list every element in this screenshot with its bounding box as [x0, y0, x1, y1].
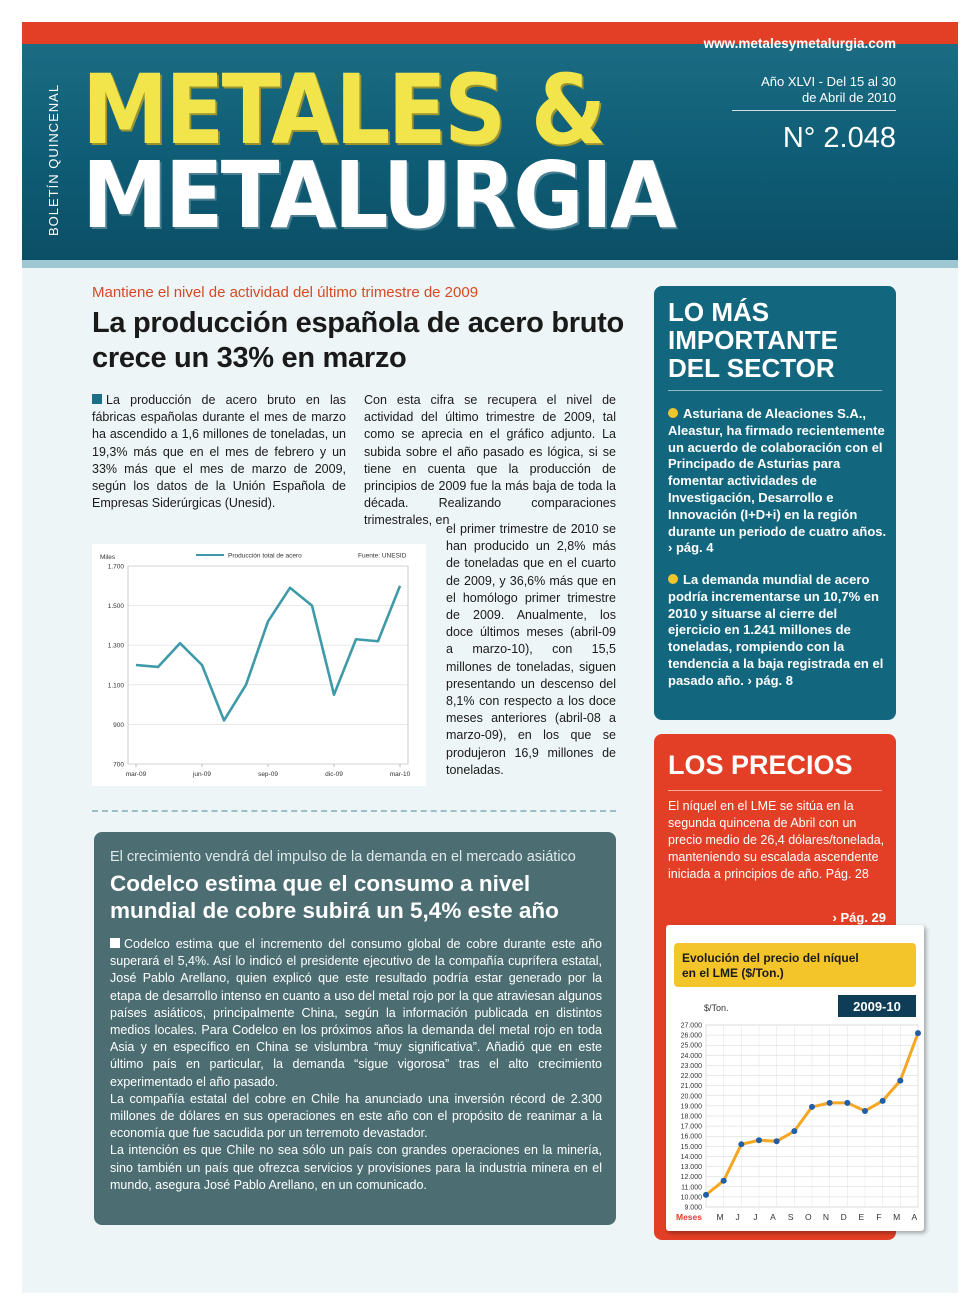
bullet-square-icon — [92, 394, 102, 404]
chart2-y-tick-label: 21.000 — [680, 1083, 702, 1091]
chart2-y-tick-label: 20.000 — [680, 1093, 702, 1101]
chart2-x-tick-label: A — [911, 1212, 918, 1222]
article-col1-text: La producción de acero bruto en las fábricas españolas durante el mes de marzo ha ascendido a 1,6 millones de toneladas, un 19,3% más que en el mes de febrero y un 33% más que el mes de marzo de 2009, según los datos de la Unión Española de Empresas Siderúrgicas (Unesid). — [92, 393, 346, 511]
chart2-data-point — [844, 1100, 850, 1106]
sector-item-2 — [668, 572, 888, 690]
chart2-data-point — [703, 1192, 709, 1198]
chart1-y-tick-label: 700 — [113, 761, 124, 769]
sector-item-1-page-link[interactable]: › pág. 4 — [668, 540, 714, 556]
chart1-x-tick-label: jun-09 — [192, 771, 212, 778]
logo-line-2: METALURGIA — [82, 142, 674, 249]
chart2-y-tick-label: 27.000 — [680, 1022, 702, 1030]
chart2-y-tick-label: 19.000 — [680, 1103, 702, 1111]
chart2-x-tick-label: O — [805, 1212, 812, 1222]
chart1-y-tick-label: 1.500 — [107, 603, 124, 611]
chart2-y-tick-label: 13.000 — [680, 1164, 702, 1172]
bullet-square-icon — [110, 938, 120, 948]
chart2-x-tick-label: M — [716, 1212, 724, 1222]
chart1-y-tick-label: 1.700 — [107, 563, 124, 571]
sector-highlights-title: LO MÁS IMPORTANTE DEL SECTOR — [668, 297, 838, 383]
codelco-headline: Codelco estima que el consumo a nivel mundial de cobre subirá un 5,4% este año — [110, 871, 559, 923]
chart1-x-tick-label: dic-09 — [325, 771, 343, 778]
chart2-x-tick-label: F — [876, 1212, 882, 1222]
chart2-y-tick-label: 26.000 — [680, 1032, 702, 1040]
logo-line-1: METALES & — [82, 54, 604, 166]
chart2-data-point — [721, 1178, 727, 1184]
codelco-paragraph-3: La intención es que Chile no sea sólo un país con grandes operaciones en la minería, sino también un país que ofrezca servicios y provisiones para la industria minera en el mundo, asegura José Pablo Arellano, en un comunicado. — [110, 1143, 602, 1192]
chart2-data-point — [880, 1098, 886, 1104]
chart1-ylabel: Miles — [100, 554, 116, 561]
chart1-plot-area — [128, 566, 408, 764]
site-url-link[interactable]: www.metalesymetalurgia.com — [703, 36, 896, 51]
chart1-x-ticks — [126, 764, 411, 778]
prices-divider — [668, 790, 882, 791]
prices-page-link[interactable]: › Pág. 29 — [832, 910, 886, 925]
chart2-y-tick-label: 23.000 — [680, 1062, 702, 1070]
chart2-x-tick-label: J — [753, 1212, 758, 1222]
page — [22, 22, 958, 1293]
chart1-y-tick-label: 900 — [113, 721, 124, 729]
chart2-data-point — [791, 1128, 797, 1134]
nickel-price-chart — [666, 925, 924, 1231]
steel-production-chart — [92, 544, 426, 786]
chart2-title-line-2: en el LME ($/Ton.) — [682, 966, 784, 980]
chart2-x-tick-label: A — [770, 1212, 776, 1222]
chart2-y-tick-label: 9.000 — [684, 1204, 702, 1212]
chart2-y-ticks — [681, 1023, 703, 1212]
chart2-x-tick-label: E — [858, 1212, 865, 1222]
chart2-data-point — [756, 1137, 762, 1143]
issue-divider — [732, 110, 896, 111]
masthead-bottom-band — [22, 260, 958, 268]
codelco-paragraph-2: La compañía estatal del cobre en Chile ha anunciado una inversión récord de 2.300 millones de dólares en sus operaciones en este año con el propósito de reanimar a la economía que fue sacudida por un terremoto devastador. — [110, 1091, 602, 1141]
chart2-ylabel: $/Ton. — [704, 1003, 729, 1013]
chart2-title-line-1: Evolución del precio del níquel — [682, 951, 859, 965]
yellow-dot-icon — [668, 574, 678, 584]
article-headline: La producción española de acero bruto crece un 33% en marzo — [92, 307, 624, 374]
chart2-y-tick-label: 22.000 — [680, 1073, 702, 1081]
chart1-y-tick-label: 1.300 — [107, 642, 124, 650]
prices-title: LOS PRECIOS — [668, 750, 853, 780]
chart2-y-tick-label: 10.000 — [680, 1194, 702, 1202]
codelco-kicker: El crecimiento vendrá del impulso de la demanda en el mercado asiático — [110, 849, 576, 865]
section-divider — [92, 810, 616, 812]
chart2-period-label: 2009-10 — [853, 999, 901, 1014]
chart2-y-tick-label: 24.000 — [680, 1052, 702, 1060]
chart2-y-tick-label: 15.000 — [680, 1143, 702, 1151]
chart2-xlabel: Meses — [676, 1212, 702, 1222]
chart2-data-point — [809, 1104, 815, 1110]
issue-date-line-2: de Abril de 2010 — [802, 90, 896, 105]
article-kicker: Mantiene el nivel de actividad del último trimestre de 2009 — [92, 284, 479, 301]
sector-highlights-box — [654, 286, 896, 720]
chart2-y-tick-label: 17.000 — [680, 1123, 702, 1131]
sector-item-2-text: La demanda mundial de acero podría incrementarse un 10,7% en 2010 y situarse al cierre del ejercicio en 1.241 millones de toneladas, rompiendo con la tendencia a la baja registrada en el pasado año. — [668, 572, 884, 688]
article-column-2: Con esta cifra se recupera el nivel de actividad del último trimestre de 2009, tal como se aprecia en el gráfico adjunto. La subida sobre el año pasado es lógica, si se tiene en cuenta que la producción de principios de 2009 fue la más baja de toda la década. Realizando comparaciones trimestrales, en — [364, 393, 616, 528]
chart1-y-tick-label: 1.100 — [107, 682, 124, 690]
chart2-x-tick-label: D — [840, 1212, 847, 1222]
chart2-x-tick-label: N — [822, 1212, 830, 1222]
issue-number: N° 2.048 — [782, 122, 896, 154]
chart2-y-tick-label: 25.000 — [680, 1042, 702, 1050]
issue-date-line-1: Año XLVI - Del 15 al 30 — [761, 74, 896, 89]
tagline: BOLETÍN QUINCENAL — [46, 83, 61, 236]
chart2-data-point — [862, 1108, 868, 1114]
codelco-paragraph-1: Codelco estima que el incremento del consumo global de cobre durante este año superará el 5,4%. Así lo indicó el presidente ejecutivo de la compañía cuprífera estatal, José Pablo Arellano, quien explicó que este resultado podría estar generado por la etapa de desarrollo intenso en cuanto a uso del metal rojo por la que atraviesan algunos países asiáticos, principalmente China, según la información publicada en distintos medios locales. Para Codelco en los próximos años la demanda del metal rojo en toda Asia y en específico en China se vislumbra “muy significativa”. Añadió que en este último país en particular, la demanda “sigue vigorosa” tras el alto crecimiento experimentado el año pasado. — [110, 937, 602, 1089]
chart2-y-tick-label: 11.000 — [681, 1184, 702, 1192]
chart2-data-point — [915, 1030, 921, 1036]
codelco-article-box — [94, 832, 616, 1225]
chart2-data-point — [774, 1138, 780, 1144]
codelco-body — [110, 936, 602, 1194]
sector-item-1-text: Asturiana de Aleaciones S.A., Aleastur, ha firmado recientemente un acuerdo de colaboración con el Principado de Asturias para fomentar actividades de Investigación, Desarrollo e Innovación (I+D+i) en la región durante un periodo de cuatro años. — [668, 406, 887, 539]
sector-item-1 — [668, 406, 888, 557]
chart1-legend-label: Producción total de acero — [228, 552, 302, 560]
yellow-dot-icon — [668, 408, 678, 418]
masthead — [22, 22, 958, 260]
chart2-y-tick-label: 18.000 — [680, 1113, 702, 1121]
chart2-x-tick-label: S — [787, 1212, 794, 1222]
chart2-data-point — [738, 1141, 744, 1147]
article-column-3: el primer trimestre de 2010 se han producido un 2,8% más de toneladas que en el cuarto de 2009, y 36,6% más que en el homólogo primer trimestre de 2009. Anualmente, los doce últimos meses (abril-09 a marzo-10), con 15,5 millones de toneladas, siguen presentando un descenso del 8,1% con respecto a los doce meses anteriores (abril-08 a marzo-09), en los que se produjeron 16,9 millones de toneladas. — [446, 522, 616, 777]
chart1-y-ticks — [108, 564, 125, 769]
chart2-x-ticks — [716, 1212, 917, 1222]
prices-body: El níquel en el LME se sitúa en la segunda quincena de Abril con un precio medio de 26,4 dólares/tonelada, manteniendo su escalada ascendente iniciada a principios de año. Pág. 28 — [668, 799, 885, 881]
chart2-data-point — [897, 1078, 903, 1084]
chart1-source: Fuente: UNESID — [358, 552, 407, 560]
sector-item-2-page-link[interactable]: › pág. 8 — [747, 672, 793, 688]
chart2-x-tick-label: M — [893, 1212, 901, 1222]
chart2-data-point — [827, 1100, 833, 1106]
chart2-x-tick-label: J — [735, 1212, 740, 1222]
sector-divider — [668, 390, 882, 391]
chart1-x-tick-label: mar-09 — [125, 771, 147, 778]
chart1-x-tick-label: mar-10 — [389, 771, 411, 778]
chart2-y-tick-label: 14.000 — [680, 1153, 702, 1161]
chart2-title-band — [674, 943, 916, 987]
chart1-x-tick-label: sep-09 — [258, 771, 278, 778]
chart2-y-tick-label: 12.000 — [680, 1174, 702, 1182]
article-column-1 — [92, 392, 346, 512]
chart2-y-tick-label: 16.000 — [680, 1133, 702, 1141]
